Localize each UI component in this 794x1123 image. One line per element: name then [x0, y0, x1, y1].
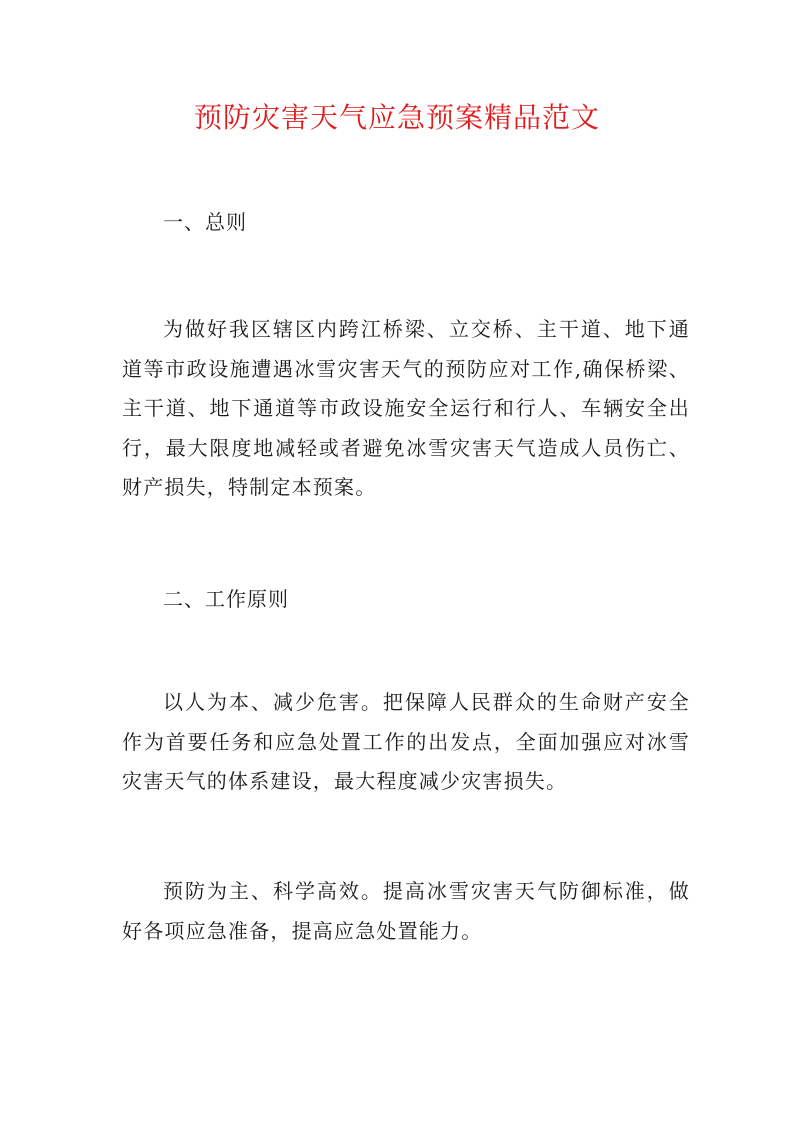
document-title: 预防灾害天气应急预案精品范文 [193, 101, 600, 134]
section-heading-general: 一、总则 [163, 210, 247, 234]
paragraph-people-first: 以人为本、减少危害。把保障人民群众的生命财产安全作为首要任务和应急处置工作的出发点，全面加强应对冰雪灾害天气的体系建设，最大程度减少灾害损失。 [122, 690, 690, 793]
paragraph-general: 为做好我区辖区内跨江桥梁、立交桥、主干道、地下通道等市政设施遭遇冰雪灾害天气的预防应对工作,确保桥梁、主干道、地下通道等市政设施安全运行和行人、车辆安全出行，最大限度地减轻或者避免冰雪灾害天气造成人员伤亡、财产损失，特制定本预案。 [122, 317, 690, 499]
paragraph-prevention-first: 预防为主、科学高效。提高冰雪灾害天气防御标准，做好各项应急准备，提高应急处置能力。 [122, 879, 690, 943]
section-heading-principles: 二、工作原则 [163, 587, 289, 611]
